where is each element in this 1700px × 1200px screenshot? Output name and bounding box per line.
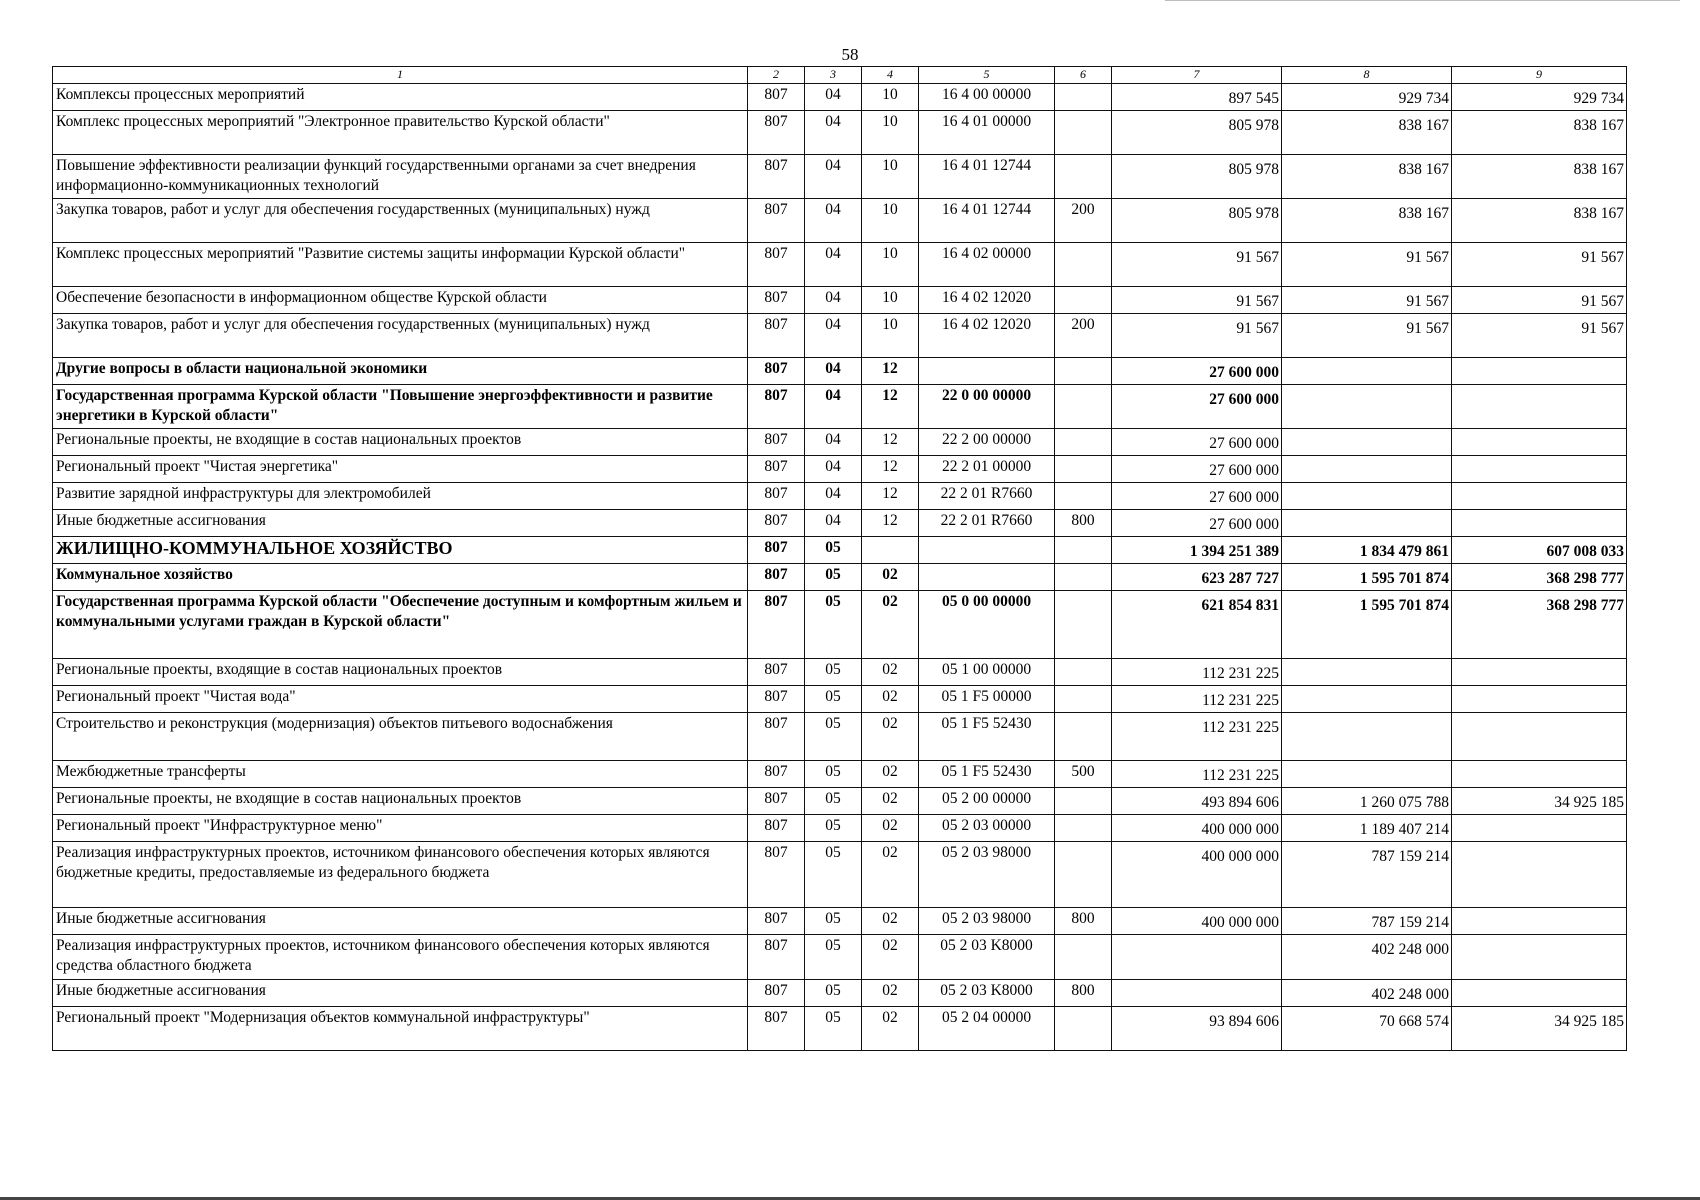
amount-year-2 <box>1282 483 1452 510</box>
subsection-code: 10 <box>862 84 919 111</box>
amount-year-1: 1 394 251 389 <box>1112 537 1282 564</box>
amount-year-3 <box>1452 713 1627 761</box>
section-code: 05 <box>805 659 862 686</box>
ministry-code: 807 <box>748 908 805 935</box>
section-code: 05 <box>805 842 862 908</box>
row-name: Государственная программа Курской области "Повышение энергоэффективности и развитие энергетики в Курской области" <box>53 385 748 429</box>
subsection-code: 12 <box>862 385 919 429</box>
target-article-code: 16 4 02 00000 <box>919 243 1055 287</box>
target-article-code: 16 4 01 12744 <box>919 155 1055 199</box>
row-name: Другие вопросы в области национальной экономики <box>53 358 748 385</box>
amount-year-2: 402 248 000 <box>1282 980 1452 1007</box>
subsection-code: 10 <box>862 243 919 287</box>
row-name: Реализация инфраструктурных проектов, источником финансового обеспечения которых являются средства областного бюджета <box>53 935 748 980</box>
row-name: ЖИЛИЩНО-КОММУНАЛЬНОЕ ХОЗЯЙСТВО <box>53 537 748 564</box>
ministry-code: 807 <box>748 815 805 842</box>
amount-year-1: 27 600 000 <box>1112 483 1282 510</box>
ministry-code: 807 <box>748 199 805 243</box>
section-code: 05 <box>805 788 862 815</box>
table-row <box>53 1007 1627 1051</box>
column-number-cell: 6 <box>1055 67 1112 84</box>
target-article-code: 05 2 04 00000 <box>919 1007 1055 1051</box>
expense-type-code <box>1055 788 1112 815</box>
section-code: 04 <box>805 84 862 111</box>
section-code: 04 <box>805 155 862 199</box>
amount-year-2: 1 189 407 214 <box>1282 815 1452 842</box>
table-row <box>53 155 1627 199</box>
amount-year-2: 787 159 214 <box>1282 842 1452 908</box>
expense-type-code <box>1055 287 1112 314</box>
ministry-code: 807 <box>748 659 805 686</box>
page-number: 58 <box>841 45 859 64</box>
column-number-cell: 7 <box>1112 67 1282 84</box>
table-row <box>53 537 1627 564</box>
amount-year-2 <box>1282 686 1452 713</box>
expense-type-code <box>1055 591 1112 659</box>
table-row <box>53 287 1627 314</box>
top-rule <box>1165 0 1680 1</box>
subsection-code: 10 <box>862 155 919 199</box>
ministry-code: 807 <box>748 788 805 815</box>
amount-year-2: 70 668 574 <box>1282 1007 1452 1051</box>
expense-type-code <box>1055 243 1112 287</box>
ministry-code: 807 <box>748 537 805 564</box>
expense-type-code <box>1055 483 1112 510</box>
subsection-code: 02 <box>862 591 919 659</box>
amount-year-1: 805 978 <box>1112 155 1282 199</box>
row-name: Иные бюджетные ассигнования <box>53 908 748 935</box>
amount-year-3: 91 567 <box>1452 243 1627 287</box>
amount-year-2: 1 595 701 874 <box>1282 591 1452 659</box>
amount-year-1: 27 600 000 <box>1112 510 1282 537</box>
amount-year-2: 838 167 <box>1282 111 1452 155</box>
ministry-code: 807 <box>748 483 805 510</box>
amount-year-3: 838 167 <box>1452 111 1627 155</box>
ministry-code: 807 <box>748 591 805 659</box>
subsection-code: 10 <box>862 199 919 243</box>
amount-year-3 <box>1452 761 1627 788</box>
target-article-code: 05 1 00 00000 <box>919 659 1055 686</box>
table-row <box>53 659 1627 686</box>
target-article-code: 05 1 F5 52430 <box>919 761 1055 788</box>
amount-year-1: 112 231 225 <box>1112 686 1282 713</box>
subsection-code: 12 <box>862 483 919 510</box>
amount-year-3: 838 167 <box>1452 199 1627 243</box>
amount-year-3 <box>1452 935 1627 980</box>
table-row <box>53 429 1627 456</box>
amount-year-1: 91 567 <box>1112 287 1282 314</box>
subsection-code: 12 <box>862 510 919 537</box>
row-name: Иные бюджетные ассигнования <box>53 510 748 537</box>
section-code: 04 <box>805 243 862 287</box>
ministry-code: 807 <box>748 456 805 483</box>
row-name: Реализация инфраструктурных проектов, источником финансового обеспечения которых являются бюджетные кредиты, предоставляемые из федерального бюджета <box>53 842 748 908</box>
amount-year-1: 400 000 000 <box>1112 815 1282 842</box>
ministry-code: 807 <box>748 564 805 591</box>
subsection-code: 12 <box>862 429 919 456</box>
ministry-code: 807 <box>748 111 805 155</box>
row-name: Иные бюджетные ассигнования <box>53 980 748 1007</box>
amount-year-3 <box>1452 358 1627 385</box>
section-code: 04 <box>805 199 862 243</box>
table-row <box>53 314 1627 358</box>
subsection-code: 02 <box>862 564 919 591</box>
amount-year-1: 112 231 225 <box>1112 659 1282 686</box>
section-code: 04 <box>805 429 862 456</box>
subsection-code: 02 <box>862 908 919 935</box>
expense-type-code <box>1055 358 1112 385</box>
row-name: Комплекс процессных мероприятий "Развитие системы защиты информации Курской области" <box>53 243 748 287</box>
section-code: 05 <box>805 1007 862 1051</box>
target-article-code: 22 2 01 00000 <box>919 456 1055 483</box>
section-code: 05 <box>805 815 862 842</box>
amount-year-1: 400 000 000 <box>1112 908 1282 935</box>
target-article-code: 05 2 03 K8000 <box>919 935 1055 980</box>
subsection-code: 02 <box>862 659 919 686</box>
amount-year-1: 27 600 000 <box>1112 456 1282 483</box>
subsection-code: 12 <box>862 456 919 483</box>
amount-year-1: 805 978 <box>1112 199 1282 243</box>
target-article-code: 16 4 02 12020 <box>919 314 1055 358</box>
amount-year-3: 91 567 <box>1452 314 1627 358</box>
row-name: Обеспечение безопасности в информационном обществе Курской области <box>53 287 748 314</box>
amount-year-2 <box>1282 385 1452 429</box>
table-row <box>53 842 1627 908</box>
section-code: 05 <box>805 761 862 788</box>
subsection-code: 02 <box>862 686 919 713</box>
row-name: Повышение эффективности реализации функций государственными органами за счет внедрения информационно-коммуникационных технологий <box>53 155 748 199</box>
table-row <box>53 815 1627 842</box>
subsection-code: 02 <box>862 980 919 1007</box>
target-article-code: 22 0 00 00000 <box>919 385 1055 429</box>
target-article-code: 05 2 03 98000 <box>919 842 1055 908</box>
subsection-code: 10 <box>862 111 919 155</box>
section-code: 04 <box>805 510 862 537</box>
section-code: 04 <box>805 314 862 358</box>
target-article-code: 05 2 03 00000 <box>919 815 1055 842</box>
table-row <box>53 84 1627 111</box>
table-row <box>53 564 1627 591</box>
expense-type-code <box>1055 713 1112 761</box>
subsection-code: 02 <box>862 815 919 842</box>
target-article-code <box>919 537 1055 564</box>
ministry-code: 807 <box>748 358 805 385</box>
amount-year-3 <box>1452 980 1627 1007</box>
amount-year-3 <box>1452 429 1627 456</box>
amount-year-3 <box>1452 659 1627 686</box>
section-code: 05 <box>805 686 862 713</box>
amount-year-3: 91 567 <box>1452 287 1627 314</box>
expense-type-code: 800 <box>1055 510 1112 537</box>
expense-type-code: 500 <box>1055 761 1112 788</box>
amount-year-2: 929 734 <box>1282 84 1452 111</box>
amount-year-3: 368 298 777 <box>1452 564 1627 591</box>
amount-year-2: 402 248 000 <box>1282 935 1452 980</box>
amount-year-1: 112 231 225 <box>1112 761 1282 788</box>
table-row <box>53 385 1627 429</box>
table-row <box>53 199 1627 243</box>
section-code: 05 <box>805 591 862 659</box>
row-name: Межбюджетные трансферты <box>53 761 748 788</box>
row-name: Комплексы процессных мероприятий <box>53 84 748 111</box>
section-code: 05 <box>805 908 862 935</box>
expense-type-code <box>1055 659 1112 686</box>
expense-type-code <box>1055 385 1112 429</box>
ministry-code: 807 <box>748 935 805 980</box>
subsection-code <box>862 537 919 564</box>
amount-year-3 <box>1452 510 1627 537</box>
column-number-cell: 8 <box>1282 67 1452 84</box>
section-code: 05 <box>805 713 862 761</box>
row-name: Строительство и реконструкция (модернизация) объектов питьевого водоснабжения <box>53 713 748 761</box>
target-article-code <box>919 564 1055 591</box>
amount-year-2: 91 567 <box>1282 243 1452 287</box>
section-code: 05 <box>805 564 862 591</box>
target-article-code: 05 2 03 98000 <box>919 908 1055 935</box>
row-name: Коммунальное хозяйство <box>53 564 748 591</box>
amount-year-3: 929 734 <box>1452 84 1627 111</box>
column-number-row <box>53 67 1627 84</box>
ministry-code: 807 <box>748 713 805 761</box>
ministry-code: 807 <box>748 385 805 429</box>
expense-type-code <box>1055 1007 1112 1051</box>
section-code: 04 <box>805 111 862 155</box>
amount-year-3 <box>1452 456 1627 483</box>
row-name: Развитие зарядной инфраструктуры для электромобилей <box>53 483 748 510</box>
amount-year-3: 838 167 <box>1452 155 1627 199</box>
row-name: Комплекс процессных мероприятий "Электронное правительство Курской области" <box>53 111 748 155</box>
table-row <box>53 935 1627 980</box>
ministry-code: 807 <box>748 510 805 537</box>
subsection-code: 02 <box>862 761 919 788</box>
table-row <box>53 980 1627 1007</box>
amount-year-2 <box>1282 659 1452 686</box>
amount-year-1: 27 600 000 <box>1112 429 1282 456</box>
subsection-code: 12 <box>862 358 919 385</box>
target-article-code: 22 2 01 R7660 <box>919 510 1055 537</box>
subsection-code: 02 <box>862 935 919 980</box>
target-article-code: 05 1 F5 52430 <box>919 713 1055 761</box>
section-code: 05 <box>805 537 862 564</box>
section-code: 04 <box>805 358 862 385</box>
row-name: Региональные проекты, входящие в состав национальных проектов <box>53 659 748 686</box>
target-article-code: 05 0 00 00000 <box>919 591 1055 659</box>
table-row <box>53 761 1627 788</box>
column-number-cell: 3 <box>805 67 862 84</box>
amount-year-1: 91 567 <box>1112 243 1282 287</box>
expense-type-code: 800 <box>1055 908 1112 935</box>
ministry-code: 807 <box>748 84 805 111</box>
amount-year-1: 805 978 <box>1112 111 1282 155</box>
row-name: Региональный проект "Инфраструктурное меню" <box>53 815 748 842</box>
amount-year-1: 897 545 <box>1112 84 1282 111</box>
table-row <box>53 456 1627 483</box>
amount-year-2: 838 167 <box>1282 199 1452 243</box>
target-article-code: 16 4 02 12020 <box>919 287 1055 314</box>
amount-year-1: 400 000 000 <box>1112 842 1282 908</box>
expense-type-code <box>1055 429 1112 456</box>
amount-year-2 <box>1282 456 1452 483</box>
target-article-code: 16 4 01 00000 <box>919 111 1055 155</box>
section-code: 05 <box>805 935 862 980</box>
amount-year-1 <box>1112 980 1282 1007</box>
ministry-code: 807 <box>748 314 805 358</box>
amount-year-1: 493 894 606 <box>1112 788 1282 815</box>
amount-year-3: 34 925 185 <box>1452 788 1627 815</box>
expense-type-code <box>1055 456 1112 483</box>
amount-year-3: 368 298 777 <box>1452 591 1627 659</box>
budget-table <box>52 66 1627 1051</box>
row-name: Региональный проект "Чистая вода" <box>53 686 748 713</box>
amount-year-3: 34 925 185 <box>1452 1007 1627 1051</box>
table-row <box>53 243 1627 287</box>
table-row <box>53 358 1627 385</box>
expense-type-code <box>1055 564 1112 591</box>
target-article-code: 05 1 F5 00000 <box>919 686 1055 713</box>
amount-year-1: 621 854 831 <box>1112 591 1282 659</box>
amount-year-2 <box>1282 358 1452 385</box>
amount-year-1: 27 600 000 <box>1112 385 1282 429</box>
subsection-code: 10 <box>862 314 919 358</box>
section-code: 05 <box>805 980 862 1007</box>
amount-year-2 <box>1282 761 1452 788</box>
section-code: 04 <box>805 287 862 314</box>
amount-year-2: 91 567 <box>1282 314 1452 358</box>
row-name: Региональные проекты, не входящие в состав национальных проектов <box>53 429 748 456</box>
table-row <box>53 686 1627 713</box>
row-name: Государственная программа Курской области "Обеспечение доступным и комфортным жильем и коммунальными услугами граждан в Курской области" <box>53 591 748 659</box>
expense-type-code <box>1055 686 1112 713</box>
subsection-code: 02 <box>862 713 919 761</box>
expense-type-code <box>1055 155 1112 199</box>
target-article-code: 16 4 01 12744 <box>919 199 1055 243</box>
ministry-code: 807 <box>748 287 805 314</box>
target-article-code: 05 2 03 K8000 <box>919 980 1055 1007</box>
table-row <box>53 591 1627 659</box>
amount-year-3 <box>1452 483 1627 510</box>
amount-year-1: 623 287 727 <box>1112 564 1282 591</box>
amount-year-2 <box>1282 429 1452 456</box>
expense-type-code <box>1055 111 1112 155</box>
ministry-code: 807 <box>748 686 805 713</box>
ministry-code: 807 <box>748 842 805 908</box>
row-name: Закупка товаров, работ и услуг для обеспечения государственных (муниципальных) нужд <box>53 314 748 358</box>
subsection-code: 02 <box>862 1007 919 1051</box>
amount-year-2: 1 834 479 861 <box>1282 537 1452 564</box>
amount-year-1: 112 231 225 <box>1112 713 1282 761</box>
column-number-cell: 1 <box>53 67 748 84</box>
row-name: Закупка товаров, работ и услуг для обеспечения государственных (муниципальных) нужд <box>53 199 748 243</box>
subsection-code: 02 <box>862 788 919 815</box>
row-name: Региональный проект "Модернизация объектов коммунальной инфраструктуры" <box>53 1007 748 1051</box>
expense-type-code <box>1055 935 1112 980</box>
amount-year-1: 91 567 <box>1112 314 1282 358</box>
expense-type-code <box>1055 84 1112 111</box>
target-article-code: 22 2 00 00000 <box>919 429 1055 456</box>
table-row <box>53 788 1627 815</box>
expense-type-code <box>1055 815 1112 842</box>
target-article-code: 22 2 01 R7660 <box>919 483 1055 510</box>
expense-type-code: 800 <box>1055 980 1112 1007</box>
ministry-code: 807 <box>748 429 805 456</box>
amount-year-2: 787 159 214 <box>1282 908 1452 935</box>
table-row <box>53 908 1627 935</box>
amount-year-1: 93 894 606 <box>1112 1007 1282 1051</box>
amount-year-2: 838 167 <box>1282 155 1452 199</box>
amount-year-2: 91 567 <box>1282 287 1452 314</box>
table-row <box>53 713 1627 761</box>
section-code: 04 <box>805 456 862 483</box>
expense-type-code: 200 <box>1055 199 1112 243</box>
expense-type-code <box>1055 537 1112 564</box>
column-number-cell: 5 <box>919 67 1055 84</box>
subsection-code: 10 <box>862 287 919 314</box>
amount-year-1 <box>1112 935 1282 980</box>
amount-year-3 <box>1452 686 1627 713</box>
amount-year-1: 27 600 000 <box>1112 358 1282 385</box>
amount-year-2 <box>1282 510 1452 537</box>
table-row <box>53 483 1627 510</box>
target-article-code: 05 2 00 00000 <box>919 788 1055 815</box>
expense-type-code <box>1055 842 1112 908</box>
table-row <box>53 111 1627 155</box>
section-code: 04 <box>805 385 862 429</box>
row-name: Региональный проект "Чистая энергетика" <box>53 456 748 483</box>
amount-year-3 <box>1452 842 1627 908</box>
section-code: 04 <box>805 483 862 510</box>
target-article-code <box>919 358 1055 385</box>
expense-type-code: 200 <box>1055 314 1112 358</box>
column-number-cell: 9 <box>1452 67 1627 84</box>
ministry-code: 807 <box>748 980 805 1007</box>
amount-year-3 <box>1452 815 1627 842</box>
column-number-cell: 2 <box>748 67 805 84</box>
ministry-code: 807 <box>748 155 805 199</box>
table-row <box>53 510 1627 537</box>
amount-year-2: 1 595 701 874 <box>1282 564 1452 591</box>
subsection-code: 02 <box>862 842 919 908</box>
column-number-cell: 4 <box>862 67 919 84</box>
ministry-code: 807 <box>748 243 805 287</box>
amount-year-2 <box>1282 713 1452 761</box>
ministry-code: 807 <box>748 1007 805 1051</box>
amount-year-2: 1 260 075 788 <box>1282 788 1452 815</box>
ministry-code: 807 <box>748 761 805 788</box>
row-name: Региональные проекты, не входящие в состав национальных проектов <box>53 788 748 815</box>
target-article-code: 16 4 00 00000 <box>919 84 1055 111</box>
amount-year-3: 607 008 033 <box>1452 537 1627 564</box>
amount-year-3 <box>1452 385 1627 429</box>
amount-year-3 <box>1452 908 1627 935</box>
